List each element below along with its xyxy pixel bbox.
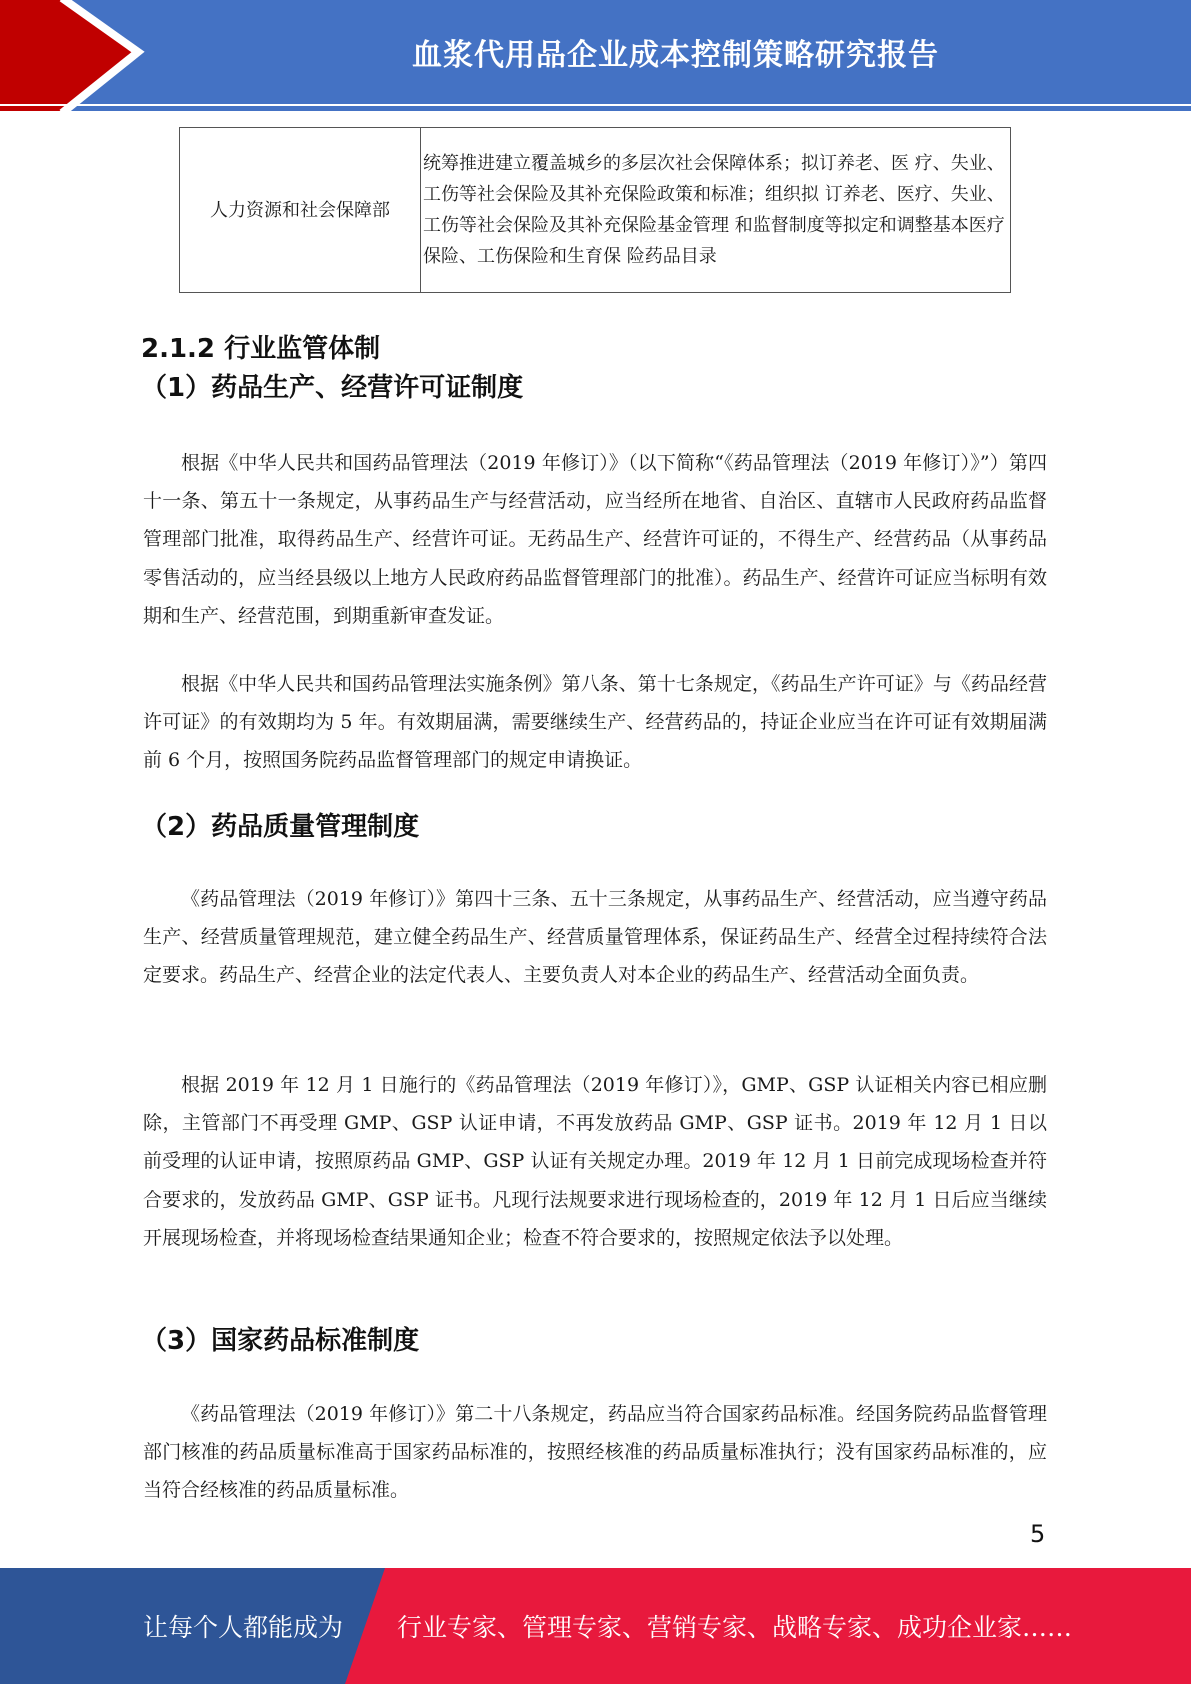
section-heading: 2.1.2 行业监管体制 — [141, 334, 381, 364]
report-header — [0, 0, 1191, 111]
footer-slogan-left: 让每个人都能成为 — [143, 1613, 344, 1642]
paragraph-3: 《药品管理法（2019 年修订）》第四十三条、五十三条规定，从事药品生产、经营活动，应当遵守药品生产、经营质量管理规范，建立健全药品生产、经营质量管理体系，保证药品生产、经营全过程持续符合法定要求。药品生产、经营企业的法定代表人、主要负责人对本企业的药品生产、经营活动全面负责。 — [143, 888, 1047, 987]
subsection-heading-2: （2）药品质量管理制度 — [141, 812, 420, 842]
department-duties-table — [179, 127, 1011, 293]
table-row — [180, 128, 1011, 293]
subsection-heading-1: （1）药品生产、经营许可证制度 — [141, 373, 524, 403]
subsection-heading-3: （3）国家药品标准制度 — [141, 1326, 420, 1356]
paragraph-2: 根据《中华人民共和国药品管理法实施条例》第八条、第十七条规定，《药品生产许可证》与《药品经营许可证》的有效期均为 5 年。有效期届满，需要继续生产、经营药品的，持证企业应当在许可证有效期届满前 6 个月，按照国务院药品监督管理部门的规定申请换证。 — [143, 673, 1047, 772]
department-name-cell: 人力资源和社会保障部 — [180, 128, 421, 293]
header-chevron-arrow — [0, 0, 160, 111]
header-divider — [0, 104, 1191, 106]
department-duties-cell: 统筹推进建立覆盖城乡的多层次社会保障体系；拟订养老、医 疗、失业、工伤等社会保险及其补充保险政策和标准；组织拟 订养老、医疗、失业、工伤等社会保险及其补充保险基金管理 和监督制度等拟定和调整基本医疗保险、工伤保险和生育保 险药品目录 — [421, 128, 1011, 293]
report-title: 血浆代用品企业成本控制策略研究报告 — [412, 38, 939, 73]
footer-slogan-right: 行业专家、管理专家、营销专家、战略专家、成功企业家…… — [397, 1613, 1073, 1642]
paragraph-4: 根据 2019 年 12 月 1 日施行的《药品管理法（2019 年修订）》，GMP、GSP 认证相关内容已相应删除，主管部门不再受理 GMP、GSP 认证申请，不再发放药品 GMP、GSP 证书。2019 年 12 月 1 日以前受理的认证申请，按照原药品 GMP、GSP 认证有关规定办理。2019 年 12 月 1 日前完成现场检查并符合要求的，发放药品 GMP、GSP 证书。凡现行法规要求进行现场检查的，2019 年 12 月 1 日后应当继续开展现场检查，并将现场检查结果通知企业；检查不符合要求的，按照规定依法予以处理。 — [143, 1074, 1047, 1249]
paragraph-5: 《药品管理法（2019 年修订）》第二十八条规定，药品应当符合国家药品标准。经国务院药品监督管理部门核准的药品质量标准高于国家药品标准的，按照经核准的药品质量标准执行；没有国家药品标准的，应当符合经核准的药品质量标准。 — [143, 1403, 1047, 1502]
page-number: 5 — [1030, 1520, 1046, 1548]
paragraph-1: 根据《中华人民共和国药品管理法（2019 年修订）》（以下简称“《药品管理法（2019 年修订）》”）第四十一条、第五十一条规定，从事药品生产与经营活动，应当经所在地省、自治区、直辖市人民政府药品监督管理部门批准，取得药品生产、经营许可证。无药品生产、经营许可证的，不得生产、经营药品（从事药品零售活动的，应当经县级以上地方人民政府药品监督管理部门的批准）。药品生产、经营许可证应当标明有效期和生产、经营范围，到期重新审查发证。 — [143, 452, 1047, 627]
report-footer — [0, 1568, 1191, 1684]
